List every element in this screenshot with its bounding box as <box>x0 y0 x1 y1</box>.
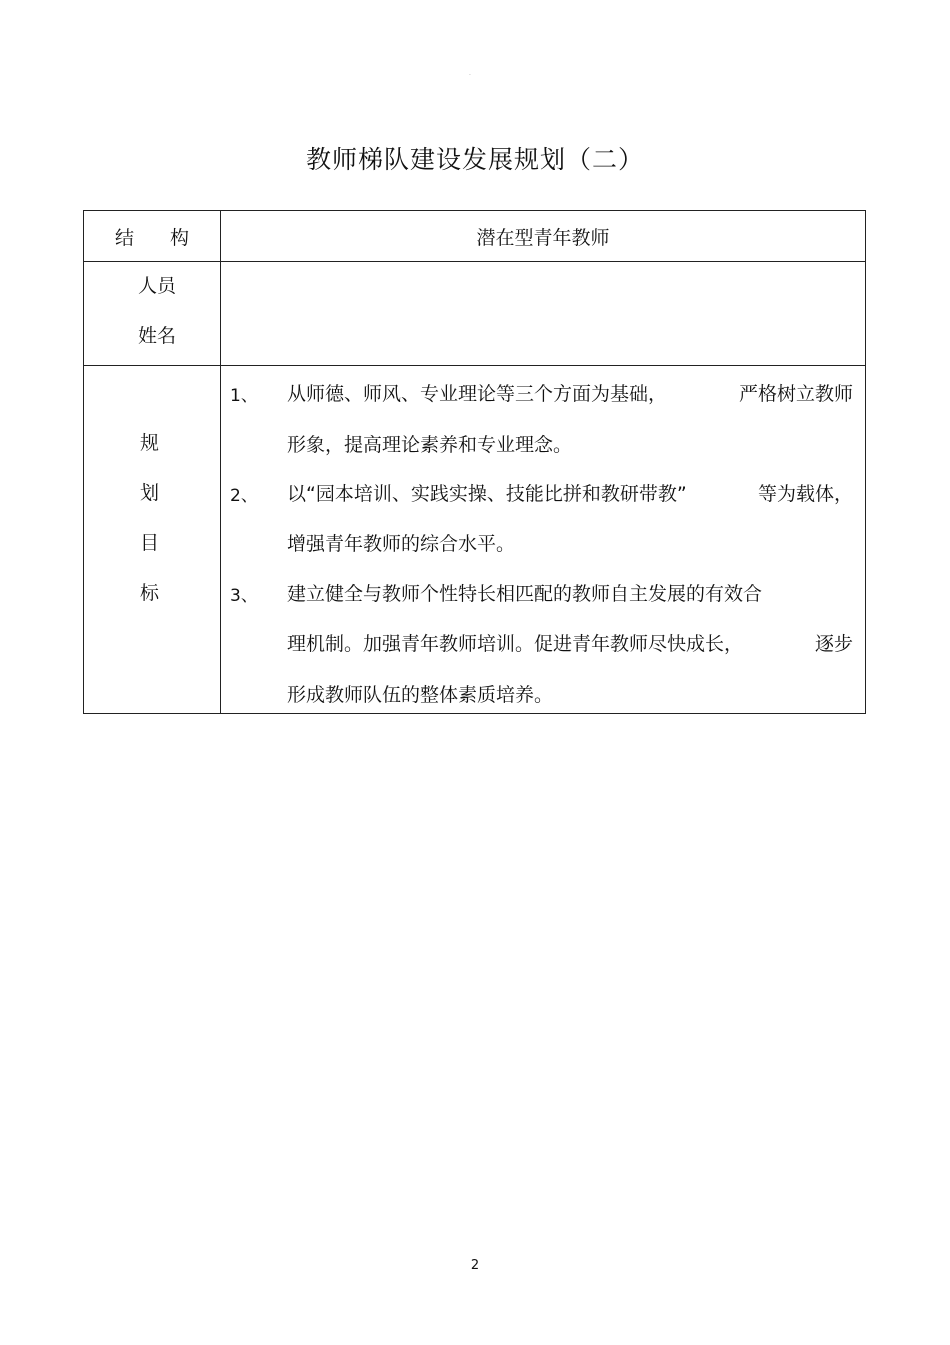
structure-label: 结构 <box>114 226 225 249</box>
header-mark: · <box>469 72 471 79</box>
item-3-line2-b: 逐步 <box>814 633 853 655</box>
structure-value-cell <box>221 211 865 261</box>
item-2-line1-b: 等为载体， <box>757 483 853 505</box>
page-title: 教师梯队建设发展规划（二） <box>305 145 644 174</box>
item-line <box>287 379 853 406</box>
item-line <box>287 479 853 506</box>
names-label-line2: 姓名 <box>138 325 177 347</box>
structure-value: 潜在型青年教师 <box>476 226 610 249</box>
plan-table <box>83 210 866 714</box>
item-3-line3: 形成教师队伍的整体素质培养。 <box>287 684 554 706</box>
goals-label-cell <box>84 366 220 714</box>
item-number: 3、 <box>230 586 258 606</box>
item-line <box>287 629 853 656</box>
item-3-line1: 建立健全与教师个性特长相匹配的教师自主发展的有效合 <box>287 583 763 605</box>
item-1-line1-b: 严格树立教师 <box>738 383 853 405</box>
item-number: 1、 <box>230 386 258 406</box>
structure-label-cell <box>84 211 225 261</box>
item-3-line2-a: 理机制。加强青年教师培训。促进青年教师尽快成长， <box>287 633 744 655</box>
item-1-line2: 形象，提高理论素养和专业理念。 <box>287 434 573 456</box>
names-value-cell <box>221 262 865 365</box>
item-2-line1-a: 以“园本培训、实践实操、技能比拼和教研带教” <box>287 483 687 505</box>
goals-label-char: 目 <box>140 532 160 554</box>
goals-label-char: 划 <box>140 482 160 504</box>
item-number: 2、 <box>230 486 258 506</box>
goals-label-char: 标 <box>140 582 160 604</box>
names-label-cell <box>84 261 220 365</box>
names-label-line1: 人员 <box>138 275 177 297</box>
page-number: 2 <box>470 1258 480 1273</box>
item-2-line2: 增强青年教师的综合水平。 <box>287 533 516 555</box>
goals-label-char: 规 <box>140 432 160 454</box>
item-1-line1-a: 从师德、师风、专业理论等三个方面为基础， <box>287 383 668 405</box>
